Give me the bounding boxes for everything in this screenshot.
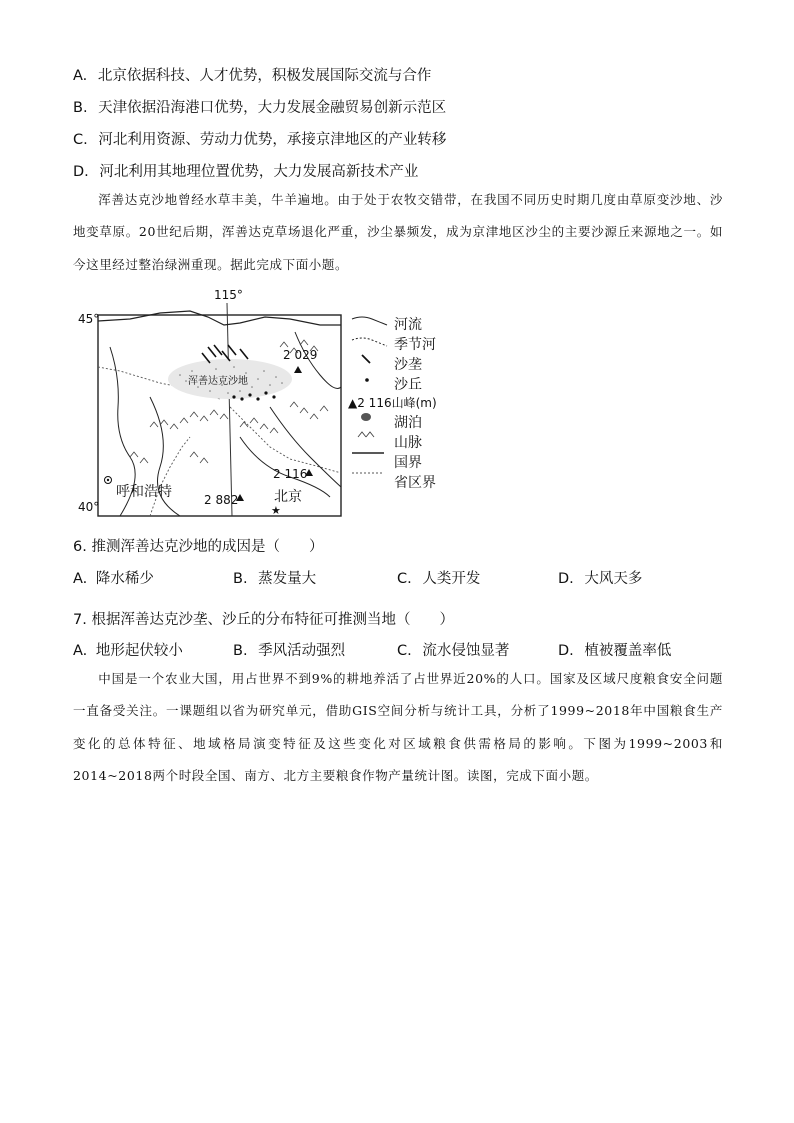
q7-option-d[interactable] (558, 639, 671, 660)
legend-label: 沙垄 (394, 357, 422, 373)
q7-option-b[interactable] (233, 639, 345, 660)
legend-label: 省区界 (394, 475, 436, 491)
map-svg (78, 287, 450, 519)
legend-label: 沙丘 (394, 377, 422, 393)
passage-text: 中国是一个农业大国，用占世界不到9%的耕地养活了占世界近20%的人口。国家及区域尺度粮食安全问题一直备受关注。一课题组以省为研究单元，借助GIS空间分析与统计工具，分析了1999~2018年中国粮食生产变化的总体特征、地域格局演变特征及这些变化对区域粮食供需格局的影响。下图为1999~2003和2014~2018两个时段全国、南方、北方主要粮食作物产量统计图。读图，完成下面小题。 (73, 671, 723, 783)
city-huhehaote-label: 呼和浩特 (116, 484, 172, 500)
option-text: 植被覆盖率低 (584, 643, 672, 659)
latitude-bottom-label: 40° (78, 500, 100, 514)
sand-dune-icon (365, 378, 369, 382)
legend-label: 湖泊 (394, 415, 422, 431)
question-7-stem: 7. 根据浑善达克沙垄、沙丘的分布特征可推测当地（ ） (73, 612, 454, 628)
option-letter: C. (397, 571, 412, 587)
sandy-land-label: 浑善达克沙地 (188, 376, 248, 387)
city-beijing-label: 北京 (274, 489, 302, 505)
option-c[interactable] (73, 128, 446, 149)
option-text: 蒸发量大 (258, 571, 317, 587)
option-letter: A. (73, 643, 88, 659)
option-letter: B. (73, 100, 88, 116)
capital-city-icon (107, 479, 109, 481)
sand-ridge-icon (362, 355, 370, 363)
option-letter: D. (558, 643, 574, 659)
q6-option-a[interactable] (73, 567, 154, 588)
legend-label: 河流 (394, 317, 422, 333)
mountain-icon (358, 432, 374, 437)
star-icon: ★ (271, 504, 281, 517)
q7-option-c[interactable] (397, 639, 509, 660)
option-letter: D. (558, 571, 574, 587)
option-text: 流水侵蚀显著 (422, 643, 510, 659)
option-b[interactable] (73, 96, 446, 117)
option-text: 河北利用其地理位置优势，大力发展高新技术产业 (99, 164, 419, 180)
option-letter: A. (73, 68, 88, 84)
peak-2-label: 2 116 (273, 467, 308, 481)
option-text: 人类开发 (422, 571, 481, 587)
option-letter: C. (73, 132, 88, 148)
legend-label: ▲2 116山峰(m) (348, 396, 437, 410)
q7-option-a[interactable] (73, 639, 183, 660)
latitude-top-label: 45° (78, 312, 100, 326)
q6-option-c[interactable] (397, 567, 480, 588)
option-letter: D. (73, 164, 89, 180)
option-text: 降水稀少 (95, 571, 154, 587)
option-d[interactable] (73, 160, 418, 181)
option-letter: C. (397, 643, 412, 659)
option-text: 天津依据沿海港口优势，大力发展金融贸易创新示范区 (98, 100, 447, 116)
question-6-stem: 6. 推测浑善达克沙地的成因是（ ） (73, 539, 324, 555)
legend-label: 季节河 (394, 337, 436, 353)
q6-option-d[interactable] (558, 567, 642, 588)
option-text: 河北利用资源、劳动力优势，承接京津地区的产业转移 (98, 132, 447, 148)
river-icon (352, 317, 387, 325)
seasonal-river-icon (352, 338, 387, 346)
lake-icon (361, 413, 371, 421)
longitude-label: 115° (214, 288, 243, 302)
peak-3-label: 2 882 (204, 493, 239, 507)
option-a[interactable] (73, 64, 431, 85)
option-text: 地形起伏较小 (95, 643, 183, 659)
map-figure (78, 287, 450, 519)
passage-grain-production (73, 663, 723, 792)
legend-label: 山脉 (394, 435, 422, 451)
option-text: 季风活动强烈 (258, 643, 346, 659)
passage-hunshandake (73, 184, 723, 281)
option-text: 北京依据科技、人才优势，积极发展国际交流与合作 (97, 68, 432, 84)
option-text: 大风天多 (584, 571, 643, 587)
option-letter: A. (73, 571, 88, 587)
option-letter: B. (233, 643, 248, 659)
legend (348, 316, 437, 491)
passage-text: 浑善达克沙地曾经水草丰美，牛羊遍地。由于处于农牧交错带，在我国不同历史时期几度由草原变沙地、沙地变草原。20世纪后期，浑善达克草场退化严重，沙尘暴频发，成为京津地区沙尘的主要沙源丘来源地之一。如今这里经过整治绿洲重现。据此完成下面小题。 (73, 192, 723, 272)
option-letter: B. (233, 571, 248, 587)
peak-1-label: 2 029 (283, 348, 318, 362)
q6-option-b[interactable] (233, 567, 316, 588)
legend-label: 国界 (394, 455, 422, 471)
